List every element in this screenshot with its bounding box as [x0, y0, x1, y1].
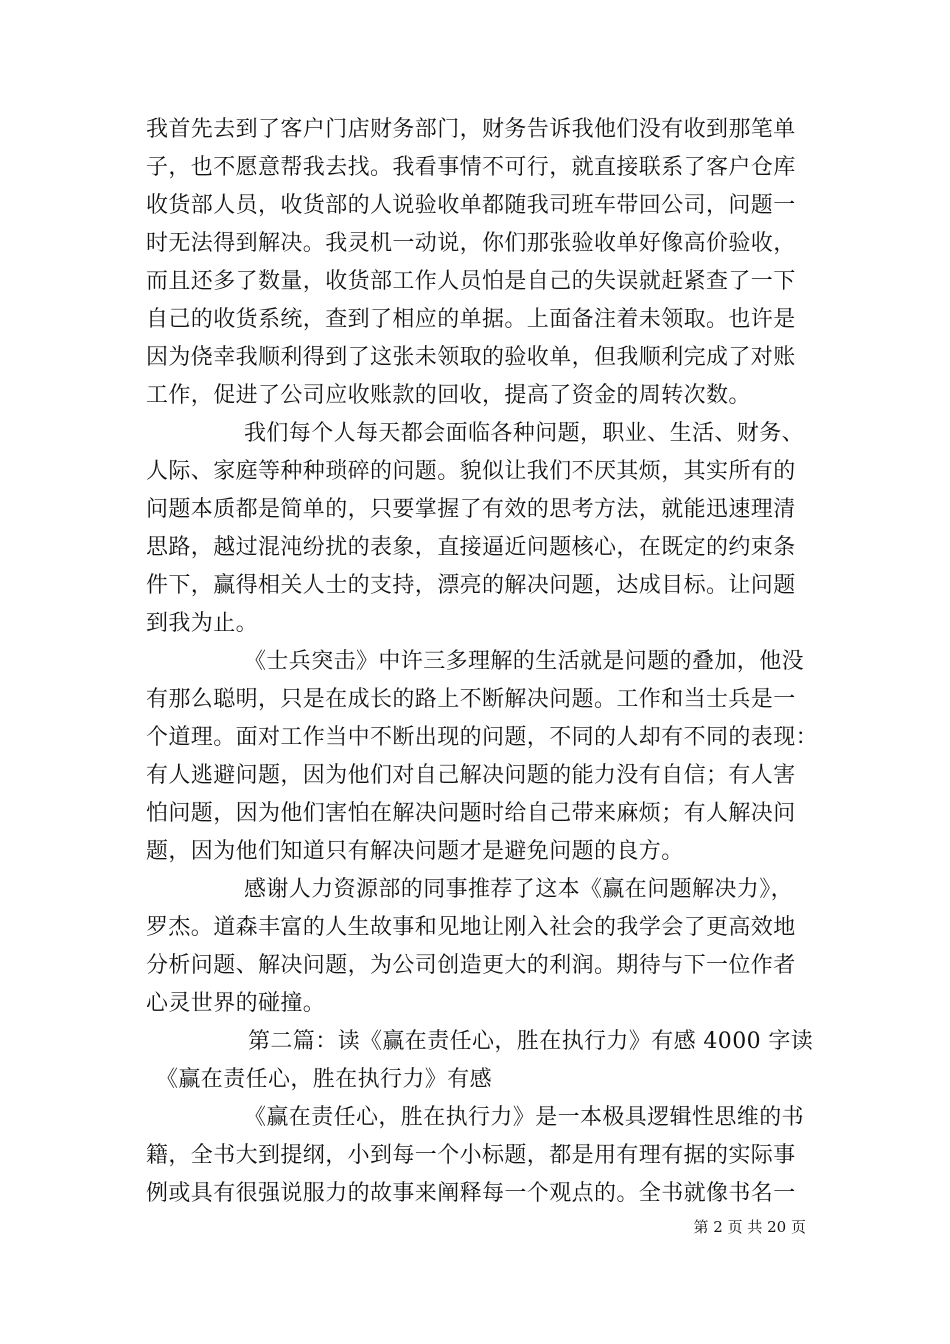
- body-line: 因为侥幸我顺利得到了这张未领取的验收单，但我顺利完成了对账: [146, 345, 796, 370]
- body-line: 工作，促进了公司应收账款的回收，提高了资金的周转次数。: [146, 383, 751, 408]
- section-title: 第二篇：读《赢在责任心，胜在执行力》有感 4000 字读: [248, 1029, 814, 1054]
- body-line: 时无法得到解决。我灵机一动说，你们那张验收单好像高价验收，: [146, 231, 796, 256]
- body-line: 子，也不愿意帮我去找。我看事情不可行，就直接联系了客户仓库: [146, 155, 796, 180]
- paragraph-start-line: 我们每个人每天都会面临各种问题，职业、生活、财务、: [244, 421, 805, 446]
- page-number-footer: 第 2 页 共 20 页: [693, 1218, 806, 1236]
- body-line: 有人逃避问题，因为他们对自己解决问题的能力没有自信；有人害: [146, 763, 796, 788]
- body-line: 自己的收货系统，查到了相应的单据。上面备注着未领取。也许是: [146, 307, 796, 332]
- body-line: 问题本质都是简单的，只要掌握了有效的思考方法，就能迅速理清: [146, 497, 796, 522]
- body-line: 题，因为他们知道只有解决问题才是避免问题的良方。: [146, 839, 684, 864]
- body-line: 收货部人员，收货部的人说验收单都随我司班车带回公司，问题一: [146, 193, 796, 218]
- body-line: 怕问题，因为他们害怕在解决问题时给自己带来麻烦；有人解决问: [146, 801, 796, 826]
- paragraph-start-line: 《士兵突击》中许三多理解的生活就是问题的叠加，他没: [244, 649, 805, 674]
- body-line: 我首先去到了客户门店财务部门，财务告诉我他们没有收到那笔单: [146, 117, 796, 142]
- paragraph-start-line: 感谢人力资源部的同事推荐了这本《赢在问题解决力》，: [244, 877, 794, 902]
- body-line: 件下，赢得相关人士的支持，漂亮的解决问题，达成目标。让问题: [146, 573, 796, 598]
- body-line: 籍，全书大到提纲，小到每一个小标题，都是用有理有据的实际事: [146, 1143, 796, 1168]
- section-title-continued: 《赢在责任心，胜在执行力》有感: [156, 1067, 493, 1092]
- body-line: 而且还多了数量，收货部工作人员怕是自己的失误就赶紧查了一下: [146, 269, 796, 294]
- body-line: 心灵世界的碰撞。: [146, 991, 326, 1016]
- body-line: 思路，越过混沌纷扰的表象，直接逼近问题核心，在既定的约束条: [146, 535, 796, 560]
- body-line: 分析问题、解决问题，为公司创造更大的利润。期待与下一位作者: [146, 953, 796, 978]
- body-line: 到我为止。: [146, 611, 259, 636]
- body-line: 个道理。面对工作当中不断出现的问题，不同的人却有不同的表现：: [146, 725, 819, 750]
- body-line: 罗杰。道森丰富的人生故事和见地让刚入社会的我学会了更高效地: [146, 915, 796, 940]
- paragraph-start-line: 《赢在责任心，胜在执行力》是一本极具逻辑性思维的书: [244, 1105, 805, 1130]
- body-line: 人际、家庭等种种琐碎的问题。貌似让我们不厌其烦，其实所有的: [146, 459, 796, 484]
- body-line: 例或具有很强说服力的故事来阐释每一个观点的。全书就像书名一: [146, 1181, 796, 1206]
- body-line: 有那么聪明，只是在成长的路上不断解决问题。工作和当士兵是一: [146, 687, 796, 712]
